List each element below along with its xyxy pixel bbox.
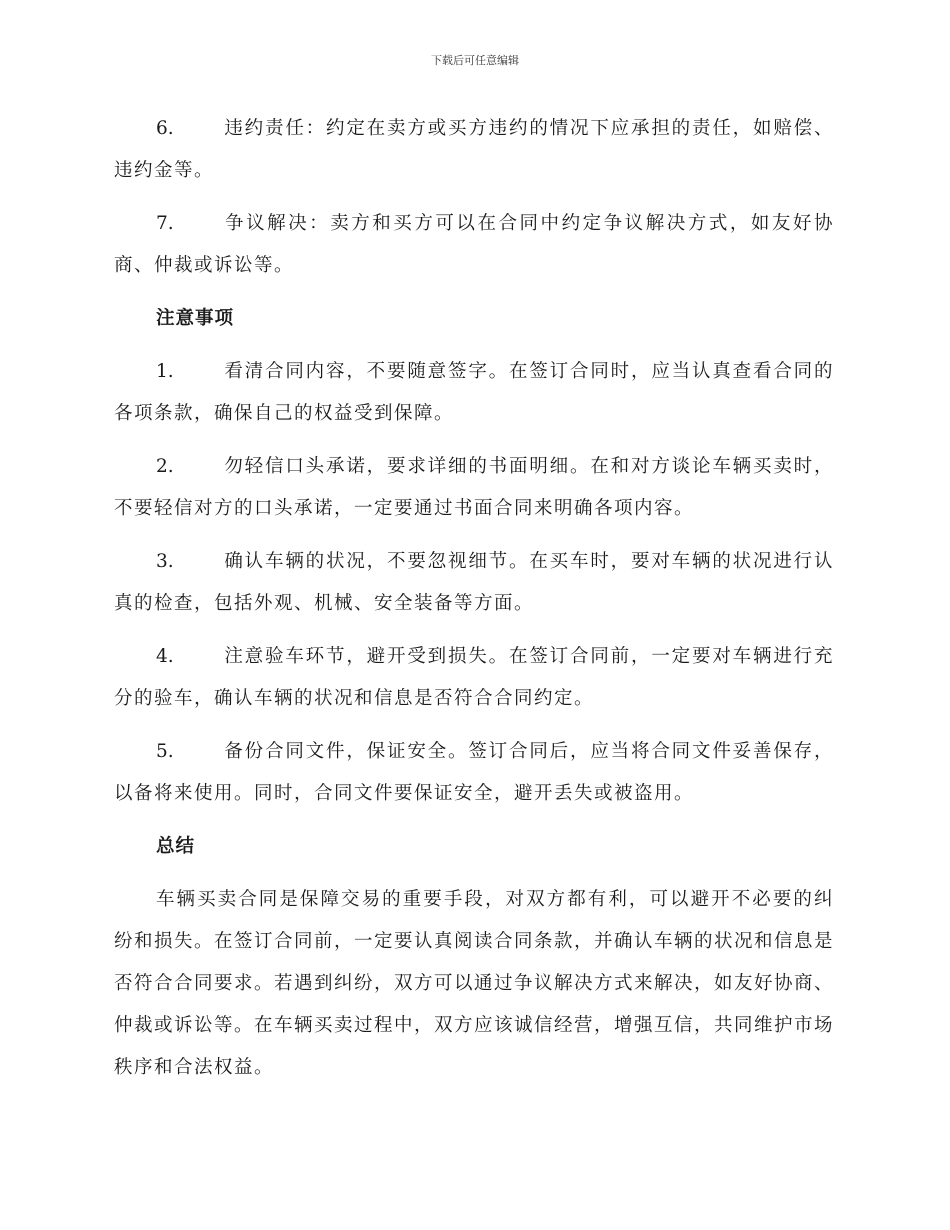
item-text: 争议解决：卖方和买方可以在合同中约定争议解决方式，如友好协商、仲裁或诉讼等。	[114, 213, 834, 276]
item-number: 6.	[156, 118, 174, 139]
item-text: 注意验车环节，避开受到损失。在签订合同前，一定要对车辆进行充分的验车，确认车辆的状况和信息是否符合合同约定。	[114, 646, 834, 709]
list-item	[114, 446, 834, 530]
item-number: 5.	[156, 741, 174, 762]
list-item	[114, 731, 834, 815]
page-header: 下载后可任意编辑	[431, 54, 519, 67]
list-item	[114, 541, 834, 625]
item-text: 看清合同内容，不要随意签字。在签订合同时，应当认真查看合同的各项条款，确保自己的权益受到保障。	[114, 361, 834, 424]
item-number: 2.	[156, 456, 174, 477]
section-heading-summary: 总结	[156, 836, 196, 857]
list-item	[114, 351, 834, 435]
item-text: 违约责任：约定在卖方或买方违约的情况下应承担的责任，如赔偿、违约金等。	[114, 118, 834, 181]
item-number: 4.	[156, 646, 174, 667]
item-text: 勿轻信口头承诺，要求详细的书面明细。在和对方谈论车辆买卖时，不要轻信对方的口头承诺，一定要通过书面合同来明确各项内容。	[114, 456, 834, 519]
item-number: 1.	[156, 361, 174, 382]
item-number: 7.	[156, 213, 174, 234]
document-body	[114, 108, 834, 1100]
item-text: 备份合同文件，保证安全。签订合同后，应当将合同文件妥善保存，以备将来使用。同时，合同文件要保证安全，避开丢失或被盗用。	[114, 741, 834, 804]
list-item	[114, 636, 834, 720]
item-number: 3.	[156, 551, 174, 572]
section-heading-notes: 注意事项	[156, 308, 235, 329]
item-text: 确认车辆的状况，不要忽视细节。在买车时，要对车辆的状况进行认真的检查，包括外观、机械、安全装备等方面。	[114, 551, 834, 614]
summary-paragraph: 车辆买卖合同是保障交易的重要手段，对双方都有利，可以避开不必要的纠纷和损失。在签订合同前，一定要认真阅读合同条款，并确认车辆的状况和信息是否符合合同要求。若遇到纠纷，双方可以通过争议解决方式来解决，如友好协商、仲裁或诉讼等。在车辆买卖过程中，双方应该诚信经营，增强互信，共同维护市场秩序和合法权益。	[114, 889, 835, 1078]
list-item	[114, 108, 834, 192]
list-item	[114, 203, 834, 287]
